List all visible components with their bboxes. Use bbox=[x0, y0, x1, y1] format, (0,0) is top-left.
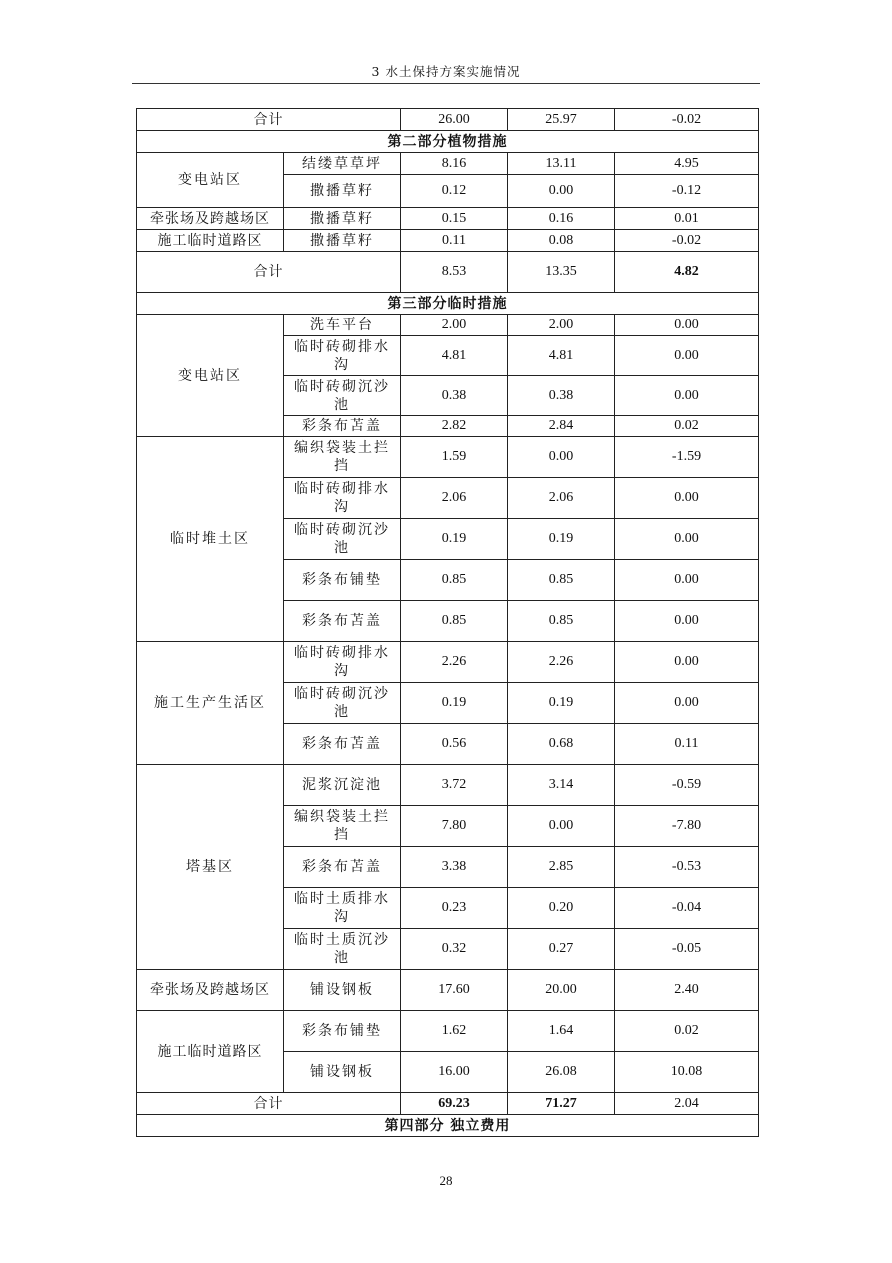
cell-value: -0.02 bbox=[615, 230, 759, 252]
page-header-title: 3 水土保持方案实施情况 bbox=[371, 64, 521, 79]
total-label: 合计 bbox=[137, 109, 401, 131]
cell-value: 8.53 bbox=[401, 252, 508, 293]
total-label: 合计 bbox=[137, 1093, 401, 1115]
measure-item: 临时砖砌排水沟 bbox=[284, 478, 401, 519]
cell-value: 0.38 bbox=[401, 376, 508, 416]
cell-value: -0.05 bbox=[615, 929, 759, 970]
cell-value: 26.08 bbox=[508, 1052, 615, 1093]
table-row bbox=[137, 230, 759, 252]
cell-value: 8.16 bbox=[401, 153, 508, 175]
cell-value: 26.00 bbox=[401, 109, 508, 131]
cell-value: 0.08 bbox=[508, 230, 615, 252]
measure-item: 临时砖砌排水沟 bbox=[284, 642, 401, 683]
cell-value: -7.80 bbox=[615, 806, 759, 847]
cell-value: 0.00 bbox=[615, 601, 759, 642]
cell-value: 1.59 bbox=[401, 437, 508, 478]
cell-value: 0.19 bbox=[508, 519, 615, 560]
cell-value: 0.85 bbox=[508, 560, 615, 601]
table-row bbox=[137, 1093, 759, 1115]
area-label: 变电站区 bbox=[137, 315, 284, 437]
cell-value: 0.00 bbox=[508, 806, 615, 847]
measure-item: 临时砖砌沉沙池 bbox=[284, 683, 401, 724]
cell-value: 2.00 bbox=[401, 315, 508, 336]
measure-item: 临时砖砌沉沙池 bbox=[284, 376, 401, 416]
cell-value: 13.35 bbox=[508, 252, 615, 293]
section-header-row bbox=[137, 293, 759, 315]
cell-value: -0.04 bbox=[615, 888, 759, 929]
measure-item: 撒播草籽 bbox=[284, 230, 401, 252]
measure-item: 临时砖砌排水沟 bbox=[284, 336, 401, 376]
cell-value: 0.19 bbox=[508, 683, 615, 724]
cell-value: 0.16 bbox=[508, 208, 615, 230]
cell-value: 0.27 bbox=[508, 929, 615, 970]
section-header-row bbox=[137, 131, 759, 153]
measure-item: 撒播草籽 bbox=[284, 175, 401, 208]
area-label: 塔基区 bbox=[137, 765, 284, 970]
cell-value: -1.59 bbox=[615, 437, 759, 478]
measure-item: 铺设钢板 bbox=[284, 1052, 401, 1093]
measure-item: 彩条布苫盖 bbox=[284, 601, 401, 642]
cell-value: 0.00 bbox=[508, 437, 615, 478]
cell-value: 0.00 bbox=[615, 376, 759, 416]
cell-value: 3.38 bbox=[401, 847, 508, 888]
measure-item: 铺设钢板 bbox=[284, 970, 401, 1011]
cell-value: 0.56 bbox=[401, 724, 508, 765]
table-row bbox=[137, 970, 759, 1011]
cell-value: 7.80 bbox=[401, 806, 508, 847]
cell-value: 0.85 bbox=[401, 601, 508, 642]
cell-value: 2.06 bbox=[508, 478, 615, 519]
area-label: 施工临时道路区 bbox=[137, 230, 284, 252]
cell-value: 3.72 bbox=[401, 765, 508, 806]
cell-value: -0.02 bbox=[615, 109, 759, 131]
cell-value: 0.32 bbox=[401, 929, 508, 970]
measure-item: 临时土质沉沙池 bbox=[284, 929, 401, 970]
cell-value: 0.19 bbox=[401, 519, 508, 560]
cell-value: -0.53 bbox=[615, 847, 759, 888]
cell-value: 2.00 bbox=[508, 315, 615, 336]
cell-value: 0.38 bbox=[508, 376, 615, 416]
cell-value: 2.26 bbox=[508, 642, 615, 683]
cell-value: 0.00 bbox=[615, 478, 759, 519]
cell-value: 2.85 bbox=[508, 847, 615, 888]
cell-value: 0.00 bbox=[615, 560, 759, 601]
cell-value: 1.62 bbox=[401, 1011, 508, 1052]
cell-value: -0.12 bbox=[615, 175, 759, 208]
section-header-row bbox=[137, 1115, 759, 1137]
cell-value: 0.23 bbox=[401, 888, 508, 929]
cell-value: -0.59 bbox=[615, 765, 759, 806]
measure-item: 编织袋装土拦挡 bbox=[284, 437, 401, 478]
measure-item: 彩条布苫盖 bbox=[284, 847, 401, 888]
cell-value: 3.14 bbox=[508, 765, 615, 806]
cell-value: 71.27 bbox=[508, 1093, 615, 1115]
measure-item: 结缕草草坪 bbox=[284, 153, 401, 175]
measure-item: 彩条布铺垫 bbox=[284, 1011, 401, 1052]
cell-value: 2.82 bbox=[401, 416, 508, 437]
cell-value: 0.11 bbox=[615, 724, 759, 765]
table-row bbox=[137, 153, 759, 175]
cell-value: 20.00 bbox=[508, 970, 615, 1011]
area-label: 施工生产生活区 bbox=[137, 642, 284, 765]
cell-value: 0.85 bbox=[508, 601, 615, 642]
cell-value: 0.00 bbox=[508, 175, 615, 208]
section-title: 第四部分 独立费用 bbox=[137, 1115, 759, 1137]
table-row bbox=[137, 252, 759, 293]
measure-item: 撒播草籽 bbox=[284, 208, 401, 230]
cell-value: 0.85 bbox=[401, 560, 508, 601]
cell-value: 1.64 bbox=[508, 1011, 615, 1052]
table-row bbox=[137, 765, 759, 806]
cell-value: 10.08 bbox=[615, 1052, 759, 1093]
cell-value: 4.81 bbox=[401, 336, 508, 376]
area-label: 变电站区 bbox=[137, 153, 284, 208]
measure-item: 临时砖砌沉沙池 bbox=[284, 519, 401, 560]
measure-item: 编织袋装土拦挡 bbox=[284, 806, 401, 847]
table-row bbox=[137, 642, 759, 683]
cell-value: 4.95 bbox=[615, 153, 759, 175]
section-title: 第二部分植物措施 bbox=[137, 131, 759, 153]
cell-value: 16.00 bbox=[401, 1052, 508, 1093]
cell-value: 4.81 bbox=[508, 336, 615, 376]
cell-value: 25.97 bbox=[508, 109, 615, 131]
cell-value: 0.02 bbox=[615, 416, 759, 437]
cell-value: 0.00 bbox=[615, 315, 759, 336]
table-row bbox=[137, 437, 759, 478]
table-row bbox=[137, 208, 759, 230]
cell-value: 17.60 bbox=[401, 970, 508, 1011]
cell-value: 4.82 bbox=[615, 252, 759, 293]
measure-item: 彩条布苫盖 bbox=[284, 416, 401, 437]
cell-value: 2.40 bbox=[615, 970, 759, 1011]
table-row bbox=[137, 1011, 759, 1052]
section-title: 第三部分临时措施 bbox=[137, 293, 759, 315]
cell-value: 2.26 bbox=[401, 642, 508, 683]
cost-comparison-table bbox=[136, 108, 759, 1137]
cell-value: 13.11 bbox=[508, 153, 615, 175]
cell-value: 0.11 bbox=[401, 230, 508, 252]
page-number: 28 bbox=[439, 1173, 453, 1188]
header-divider bbox=[132, 83, 760, 84]
table-row bbox=[137, 109, 759, 131]
cell-value: 0.20 bbox=[508, 888, 615, 929]
area-label: 牵张场及跨越场区 bbox=[137, 970, 284, 1011]
total-label: 合计 bbox=[137, 252, 401, 293]
cell-value: 0.15 bbox=[401, 208, 508, 230]
measure-item: 泥浆沉淀池 bbox=[284, 765, 401, 806]
cell-value: 2.84 bbox=[508, 416, 615, 437]
cell-value: 2.06 bbox=[401, 478, 508, 519]
cell-value: 0.00 bbox=[615, 642, 759, 683]
table-row bbox=[137, 315, 759, 336]
cell-value: 0.19 bbox=[401, 683, 508, 724]
cell-value: 2.04 bbox=[615, 1093, 759, 1115]
cell-value: 0.00 bbox=[615, 683, 759, 724]
cell-value: 0.01 bbox=[615, 208, 759, 230]
measure-item: 彩条布苫盖 bbox=[284, 724, 401, 765]
area-label: 牵张场及跨越场区 bbox=[137, 208, 284, 230]
cell-value: 69.23 bbox=[401, 1093, 508, 1115]
cell-value: 0.00 bbox=[615, 336, 759, 376]
measure-item: 临时土质排水沟 bbox=[284, 888, 401, 929]
cell-value: 0.68 bbox=[508, 724, 615, 765]
area-label: 施工临时道路区 bbox=[137, 1011, 284, 1093]
area-label: 临时堆土区 bbox=[137, 437, 284, 642]
measure-item: 洗车平台 bbox=[284, 315, 401, 336]
cell-value: 0.02 bbox=[615, 1011, 759, 1052]
cell-value: 0.12 bbox=[401, 175, 508, 208]
measure-item: 彩条布铺垫 bbox=[284, 560, 401, 601]
cell-value: 0.00 bbox=[615, 519, 759, 560]
